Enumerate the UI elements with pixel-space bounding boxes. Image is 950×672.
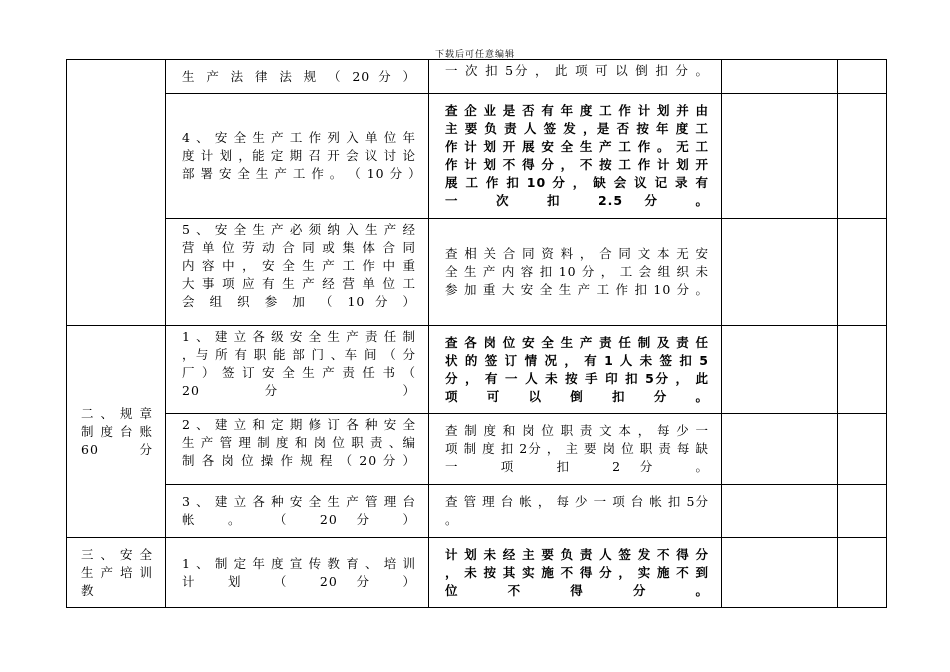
category-cell: 二 、 规 章 制 度 台 账 60 分 [67,326,166,538]
method-cell: 查 相 关 合 同 资 料 ， 合 同 文 本 无 安 全 生 产 内 容 扣 10 分 ， 工 会 组 织 未 参 加 重 大 安 全 生 产 工 作 扣 10 分 。 [429,219,722,326]
remark-cell [838,485,887,538]
score-cell [722,219,838,326]
remark-cell [838,219,887,326]
method-cell: 查 企 业 是 否 有 年 度 工 作 计 划 并 由 主 要 负 责 人 签 发 ，是 否 按 年 度 工 作 计 划 开 展 安 全 生 产 工 作 。 无 工 作 计 划 不 得 分 ， 不 按 工 作 计 划 开 展 工 作 扣 10 分 ， 缺 会 议 记 录 有 一 次 扣 2.5 分 。 [429,94,722,219]
score-cell [722,60,838,94]
table-row [67,414,887,485]
score-cell [722,326,838,414]
requirement-cell: 1 、 制 定 年 度 宣 传 教 育 、 培 训 计 划 （ 20 分 ） [166,538,429,608]
table-row [67,538,887,608]
requirement-cell: 1 、 建 立 各 级 安 全 生 产 责 任 制 ，与 所 有 职 能 部 门 、车 间 （ 分 厂 ） 签 订 安 全 生 产 责 任 书 （ 20 分 ） [166,326,429,414]
category-cell: 三 、 安 全 生 产 培 训 教 [67,538,166,608]
category-cell [67,60,166,326]
table-row [67,485,887,538]
table-row [67,94,887,219]
method-cell: 查 管 理 台 帐 ， 每 少 一 项 台 帐 扣 5分 。 [429,485,722,538]
method-cell: 计 划 未 经 主 要 负 责 人 签 发 不 得 分 ， 未 按 其 实 施 不 得 分 ， 实 施 不 到 位 不 得 分 。 [429,538,722,608]
score-cell [722,538,838,608]
requirement-cell: 3 、 建 立 各 种 安 全 生 产 管 理 台 帐 。 （ 20 分 ） [166,485,429,538]
remark-cell [838,60,887,94]
assessment-table [66,59,887,608]
score-cell [722,485,838,538]
table-row [67,60,887,94]
method-cell: 一 次 扣 5分 ， 此 项 可 以 倒 扣 分 。 [429,60,722,94]
method-cell: 查 制 度 和 岗 位 职 责 文 本 ， 每 少 一 项 制 度 扣 2分 ， 主 要 岗 位 职 责 每 缺 一 项 扣 2分 。 [429,414,722,485]
remark-cell [838,414,887,485]
requirement-cell: 4 、 安 全 生 产 工 作 列 入 单 位 年 度 计 划 ，能 定 期 召 开 会 议 讨 论 部 署 安 全 生 产 工 作 。 （ 10 分 ） [166,94,429,219]
score-cell [722,414,838,485]
requirement-cell: 生 产 法 律 法 规 （ 20 分 ） [166,60,429,94]
remark-cell [838,538,887,608]
score-cell [722,94,838,219]
table-row [67,326,887,414]
requirement-cell: 5 、 安 全 生 产 必 须 纳 入 生 产 经 营 单 位 劳 动 合 同 或 集 体 合 同 内 容 中 ， 安 全 生 产 工 作 中 重 大 事 项 应 有 生 产 经 营 单 位 工 会 组 织 参 加 （ 10 分 ） [166,219,429,326]
requirement-cell: 2 、 建 立 和 定 期 修 订 各 种 安 全 生 产 管 理 制 度 和 岗 位 职 责 、编 制 各 岗 位 操 作 规 程 （ 20 分 ） [166,414,429,485]
remark-cell [838,326,887,414]
table-row [67,219,887,326]
method-cell: 查 各 岗 位 安 全 生 产 责 任 制 及 责 任 状 的 签 订 情 况 ， 有 1 人 未 签 扣 5分 ， 有 一 人 未 按 手 印 扣 5分 ， 此 项 可 以 倒 扣 分 。 [429,326,722,414]
header-note: 下载后可任意编辑 [434,50,515,60]
remark-cell [838,94,887,219]
